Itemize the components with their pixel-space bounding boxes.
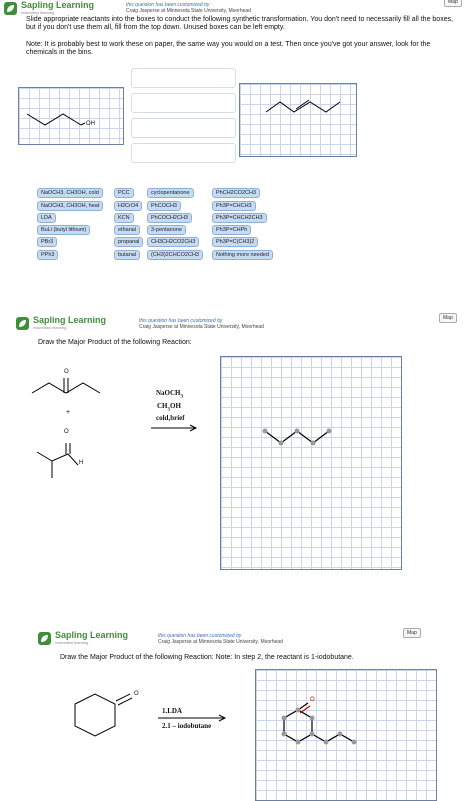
reagent-chip[interactable]: Ph3P=CHCH3 (212, 201, 256, 211)
q3-ketone-o-label: O (134, 691, 139, 697)
reagent-chip[interactable]: 3-pentanone (147, 225, 186, 235)
q2-ketone-o-label: O (64, 369, 69, 375)
reagent-chip[interactable]: butanal (114, 250, 140, 260)
q2-reagent-naoch3: NaOCH$_3$ (156, 389, 183, 400)
q2-map-button[interactable]: Map (439, 313, 457, 323)
q3-drawing-canvas[interactable] (255, 669, 437, 801)
q3-prompt: Draw the Major Product of the following Reaction: Note: In step 2, the reactant is 1-iodobutane. (60, 654, 354, 661)
customized-line1: this question has been customized by (139, 318, 223, 324)
reagent-chip[interactable]: Ph3P=C(CH3)2 (212, 237, 258, 247)
reagent-chip[interactable]: PhCOCH3 (147, 201, 181, 211)
reagent-chip[interactable]: (CH3)2CHCO2CH3 (147, 250, 203, 260)
reagent-chip[interactable]: KCN (114, 213, 134, 223)
q2-aldehyde-o-label: O (64, 429, 69, 435)
q2-drawn-structure (221, 357, 401, 569)
q1-reactant-box-1[interactable] (131, 68, 236, 88)
reagent-chip[interactable]: Ph3P=CHCH2CH3 (212, 213, 267, 223)
sapling-leaf-icon (4, 2, 17, 15)
q2-plus-sign: + (66, 409, 71, 416)
q1-sapling-logo (4, 1, 94, 15)
reagent-chip[interactable]: propanal (114, 237, 143, 247)
q2-sapling-logo (16, 316, 106, 330)
q1-note: Note: It is probably best to work these on paper, the same way you would on a test. Then once you've got your answer, look for the chemicals in the bins. (26, 41, 431, 56)
brand-name: Sapling Learning (33, 315, 107, 325)
q1-start-canvas (18, 87, 124, 145)
q2-prompt: Draw the Major Product of the following Reaction: (38, 339, 192, 346)
customized-line2: Craig Jasperse at Minnesota State University, Moorhead (158, 639, 283, 645)
q1-oh-label: OH (86, 121, 95, 127)
q3-step2-iodobutane: 2.1 – iodobutane (162, 722, 212, 730)
customized-line1: this question has been customized by (158, 633, 242, 639)
reagent-chip[interactable]: LDA (37, 213, 56, 223)
sapling-leaf-icon (16, 317, 29, 330)
brand-sub: macmillan learning (33, 325, 67, 330)
q3-customized-note (158, 633, 283, 645)
brand-sub: macmillan learning (55, 640, 89, 645)
reagent-chip[interactable]: NaOCH3, CH3OH, heat (37, 201, 103, 211)
customized-line1: this question has been customized by (126, 2, 210, 8)
reagent-chip[interactable]: Ph3P=CHPh (212, 225, 251, 235)
reagent-chip[interactable]: PPh3 (37, 250, 58, 260)
q3-drawn-structure (256, 670, 436, 800)
brand-name: Sapling Learning (21, 0, 95, 10)
brand-name: Sapling Learning (55, 630, 129, 640)
reagent-chip[interactable]: PBr3 (37, 237, 57, 247)
customized-line2: Craig Jasperse at Minnesota State University, Moorhead (139, 324, 264, 330)
q3-step1-lda: 1.LDA (162, 707, 183, 715)
q2-customized-note (139, 318, 264, 330)
reagent-chip[interactable]: PhCOCH2CH3 (147, 213, 192, 223)
q1-start-structure (19, 88, 123, 144)
reagent-chip[interactable]: BuLi (butyl lithium) (37, 225, 90, 235)
q1-instructions: Slide appropriate reactants into the boxes to conduct the following synthetic transformation. You don't need to necessarily fill all the boxes, but if you don't use them all, fill from the top down. Unused boxes can be left empty. (26, 16, 454, 31)
customized-line2: Craig Jasperse at Minnesota State University, Moorhead (126, 8, 251, 14)
q1-reactant-box-2[interactable] (131, 93, 236, 113)
q3-sapling-logo (38, 631, 128, 645)
reagent-chip[interactable]: PCC (114, 188, 134, 198)
reagent-chip[interactable]: CH3CH2CO2CH3 (147, 237, 199, 247)
reagent-chip[interactable]: PhCH2CO2CH3 (212, 188, 260, 198)
q2-reagent-ch3oh: $CH_3OH$ (157, 402, 181, 413)
q3-product-o-label: O (310, 697, 315, 703)
q1-product-structure (240, 84, 356, 156)
sapling-leaf-icon (38, 632, 51, 645)
reagent-chip[interactable]: cyclopentanone (147, 188, 194, 198)
brand-sub: macmillan learning (21, 10, 55, 15)
reagent-chip[interactable]: Nothing more needed (212, 250, 273, 260)
q1-map-button[interactable]: Map (444, 0, 462, 7)
q1-product-canvas (239, 83, 357, 157)
q1-customized-note (126, 2, 251, 14)
reagent-chip[interactable]: NaOCH3, CH3OH, cold (37, 188, 103, 198)
q2-reaction-arrow (151, 423, 201, 433)
q2-reagent-cold-brief: cold,brief (156, 414, 185, 422)
q1-reactant-box-3[interactable] (131, 118, 236, 138)
q2-aldehyde-h-label: H (79, 460, 84, 466)
reagent-chip[interactable]: ethanal (114, 225, 140, 235)
q1-reactant-box-4[interactable] (131, 143, 236, 163)
q2-drawing-canvas[interactable] (220, 356, 402, 570)
reagent-chip[interactable]: H2CrO4 (114, 201, 142, 211)
q3-map-button[interactable]: Map (403, 628, 421, 638)
